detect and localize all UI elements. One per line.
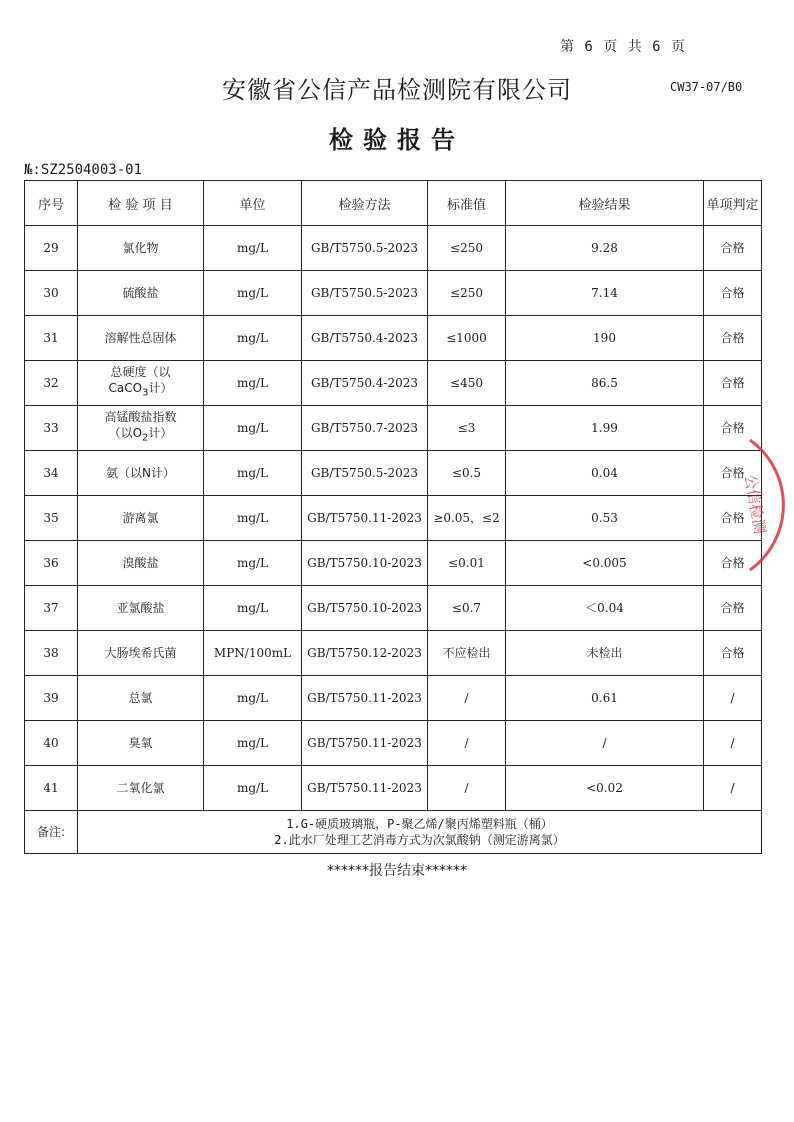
row-judge: 合格 (704, 631, 762, 676)
remark-line: 1.G-硬质玻璃瓶，P-聚乙烯/聚丙烯塑料瓶（桶） (286, 817, 553, 831)
row-no: 33 (25, 406, 78, 451)
row-item: 氯化物 (78, 226, 204, 271)
row-item (78, 406, 204, 451)
header-no: 序号 (25, 181, 78, 226)
row-method: GB/T5750.5-2023 (302, 271, 428, 316)
item-line2-sub: 2 (142, 432, 149, 444)
company-name: 安徽省公信产品检测院有限公司 (222, 76, 572, 104)
row-unit: mg/L (204, 316, 302, 361)
row-unit: mg/L (204, 721, 302, 766)
item-line2-b: 计） (148, 426, 173, 441)
row-unit: mg/L (204, 271, 302, 316)
row-no: 32 (25, 361, 78, 406)
table-row (25, 766, 762, 811)
remark-line: 2.此水厂处理工艺消毒方式为次氯酸钠（测定游离氯） (274, 833, 565, 847)
row-no: 40 (25, 721, 78, 766)
header-unit: 单位 (204, 181, 302, 226)
row-judge: 合格 (704, 316, 762, 361)
row-method: GB/T5750.4-2023 (302, 316, 428, 361)
page-number: 第 6 页 共 6 页 (560, 39, 687, 55)
report-title: 检验报告 (329, 126, 465, 154)
row-method: GB/T5750.4-2023 (302, 361, 428, 406)
row-unit: mg/L (204, 676, 302, 721)
item-line1: 高锰酸盐指数 (104, 410, 177, 425)
table-row (25, 406, 762, 451)
inspection-table (24, 180, 762, 854)
row-unit: mg/L (204, 361, 302, 406)
row-standard: ≤1000 (428, 316, 506, 361)
row-result: 86.5 (506, 361, 704, 406)
row-standard: ≤250 (428, 271, 506, 316)
row-result: 190 (506, 316, 704, 361)
row-standard: 不应检出 (428, 631, 506, 676)
row-result: 1.99 (506, 406, 704, 451)
seal-lettering: 公信检测 (740, 473, 769, 536)
row-standard: ≤450 (428, 361, 506, 406)
row-judge: 合格 (704, 361, 762, 406)
row-result: <0.005 (506, 541, 704, 586)
row-standard: ≤0.01 (428, 541, 506, 586)
row-method: GB/T5750.12-2023 (302, 631, 428, 676)
row-unit: mg/L (204, 406, 302, 451)
row-judge: 合格 (704, 406, 762, 451)
table-row (25, 586, 762, 631)
header-standard: 标准值 (428, 181, 506, 226)
row-standard: / (428, 676, 506, 721)
row-judge: 合格 (704, 496, 762, 541)
row-no: 39 (25, 676, 78, 721)
row-item: 溴酸盐 (78, 541, 204, 586)
row-unit: mg/L (204, 541, 302, 586)
table-row (25, 451, 762, 496)
row-unit: mg/L (204, 496, 302, 541)
row-item: 氨（以N计） (78, 451, 204, 496)
row-result: <0.02 (506, 766, 704, 811)
row-result: 9.28 (506, 226, 704, 271)
row-unit: MPN/100mL (204, 631, 302, 676)
row-result: 0.61 (506, 676, 704, 721)
row-item: 臭氧 (78, 721, 204, 766)
row-no: 29 (25, 226, 78, 271)
table-row (25, 676, 762, 721)
row-unit: mg/L (204, 586, 302, 631)
row-result: / (506, 721, 704, 766)
table-row (25, 361, 762, 406)
header-item: 检 验 项 目 (78, 181, 204, 226)
row-method: GB/T5750.11-2023 (302, 721, 428, 766)
row-judge: 合格 (704, 271, 762, 316)
row-method: GB/T5750.5-2023 (302, 226, 428, 271)
table-row (25, 496, 762, 541)
row-result: 未检出 (506, 631, 704, 676)
header-method: 检验方法 (302, 181, 428, 226)
official-seal-stamp (700, 430, 794, 580)
row-item: 游离氯 (78, 496, 204, 541)
row-judge: 合格 (704, 586, 762, 631)
row-unit: mg/L (204, 451, 302, 496)
row-method: GB/T5750.11-2023 (302, 676, 428, 721)
table-row (25, 541, 762, 586)
row-unit: mg/L (204, 226, 302, 271)
row-no: 35 (25, 496, 78, 541)
item-line2-b: 计） (148, 381, 173, 396)
row-judge: / (704, 721, 762, 766)
row-no: 37 (25, 586, 78, 631)
row-standard: ≥0.05，≤2 (428, 496, 506, 541)
row-no: 41 (25, 766, 78, 811)
header-result: 检验结果 (506, 181, 704, 226)
row-no: 30 (25, 271, 78, 316)
row-standard: ≤0.5 (428, 451, 506, 496)
row-standard: ≤250 (428, 226, 506, 271)
header-judge: 单项判定 (704, 181, 762, 226)
row-no: 38 (25, 631, 78, 676)
row-item (78, 361, 204, 406)
row-method: GB/T5750.11-2023 (302, 766, 428, 811)
table-row (25, 631, 762, 676)
seal-stamp-graphic (700, 430, 794, 580)
report-end-mark: ******报告结束****** (327, 863, 467, 879)
remark-row (25, 811, 762, 854)
row-judge: 合格 (704, 451, 762, 496)
row-judge: / (704, 766, 762, 811)
row-result: 0.04 (506, 451, 704, 496)
row-method: GB/T5750.5-2023 (302, 451, 428, 496)
row-result: 7.14 (506, 271, 704, 316)
item-line1: 总硬度（以 (110, 365, 171, 380)
row-standard: / (428, 766, 506, 811)
table-header-row (25, 181, 762, 226)
row-unit: mg/L (204, 766, 302, 811)
row-standard: / (428, 721, 506, 766)
row-judge: / (704, 676, 762, 721)
remark-label: 备注: (25, 811, 78, 854)
row-no: 31 (25, 316, 78, 361)
row-item: 总氯 (78, 676, 204, 721)
item-line2-a: （以O (108, 426, 143, 441)
row-result: 0.53 (506, 496, 704, 541)
report-number: №:SZ2504003-01 (24, 162, 143, 178)
row-standard: ≤0.7 (428, 586, 506, 631)
row-standard: ≤3 (428, 406, 506, 451)
document-code: CW37-07/B0 (670, 80, 743, 94)
row-item: 亚氯酸盐 (78, 586, 204, 631)
row-item: 二氧化氯 (78, 766, 204, 811)
row-judge: 合格 (704, 226, 762, 271)
row-item: 硫酸盐 (78, 271, 204, 316)
table-row (25, 271, 762, 316)
table-row (25, 226, 762, 271)
row-judge: 合格 (704, 541, 762, 586)
row-item: 溶解性总固体 (78, 316, 204, 361)
row-method: GB/T5750.11-2023 (302, 496, 428, 541)
row-item: 大肠埃希氏菌 (78, 631, 204, 676)
item-line2-sub: 3 (142, 387, 149, 399)
row-method: GB/T5750.10-2023 (302, 586, 428, 631)
table-row (25, 316, 762, 361)
row-result: ＜0.04 (506, 586, 704, 631)
table-row (25, 721, 762, 766)
row-method: GB/T5750.7-2023 (302, 406, 428, 451)
remark-text (78, 811, 762, 854)
item-line2-a: CaCO (108, 381, 143, 396)
row-no: 34 (25, 451, 78, 496)
row-no: 36 (25, 541, 78, 586)
row-method: GB/T5750.10-2023 (302, 541, 428, 586)
